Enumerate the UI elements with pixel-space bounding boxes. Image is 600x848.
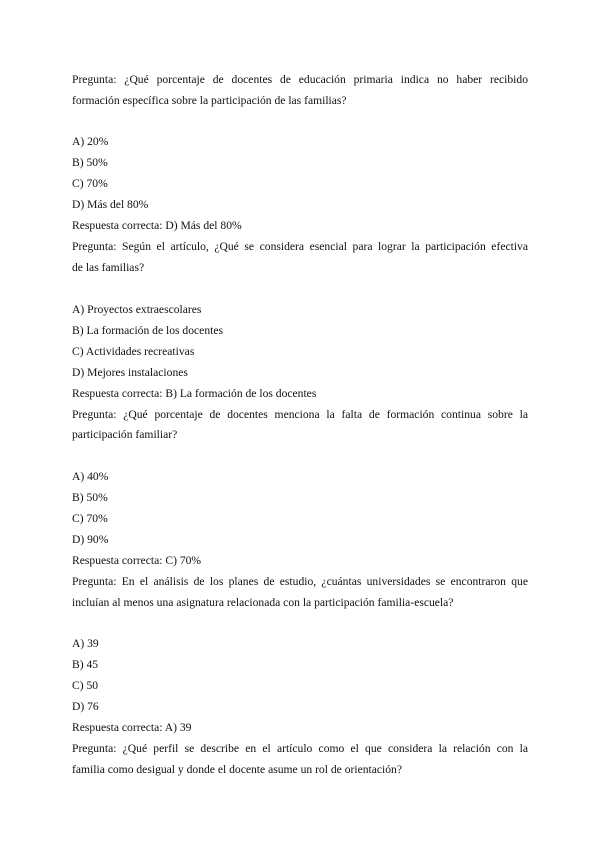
question-4-option-d: D) 76 bbox=[72, 700, 99, 713]
question-2-line-2: de las familias? bbox=[72, 261, 145, 274]
question-4-line-1: Pregunta: En el análisis de los planes de estudio, ¿cuántas universidades se encontraron que bbox=[72, 575, 528, 588]
question-3-answer: Respuesta correcta: C) 70% bbox=[72, 554, 202, 567]
question-5-line-2: familia como desigual y donde el docente asume un rol de orientación? bbox=[72, 763, 402, 776]
question-5-line-1: Pregunta: ¿Qué perfil se describe en el artículo como el que considera la relación con la bbox=[72, 742, 528, 755]
question-2-line-1: Pregunta: Según el artículo, ¿Qué se considera esencial para lograr la participación efectiva bbox=[72, 240, 528, 253]
question-4-option-a: A) 39 bbox=[72, 637, 99, 650]
question-1-line-1: Pregunta: ¿Qué porcentaje de docentes de educación primaria indica no haber recibido bbox=[72, 73, 528, 86]
question-2-option-c: C) Actividades recreativas bbox=[72, 345, 195, 358]
question-2-option-b: B) La formación de los docentes bbox=[72, 324, 223, 337]
question-1-option-c: C) 70% bbox=[72, 177, 108, 190]
question-1-answer: Respuesta correcta: D) Más del 80% bbox=[72, 219, 242, 232]
question-3-option-d: D) 90% bbox=[72, 533, 109, 546]
question-2-option-d: D) Mejores instalaciones bbox=[72, 366, 188, 379]
question-1-line-2: formación específica sobre la participación de las familias? bbox=[72, 94, 347, 107]
question-3-option-b: B) 50% bbox=[72, 491, 108, 504]
question-3-option-c: C) 70% bbox=[72, 512, 108, 525]
question-4-option-b: B) 45 bbox=[72, 658, 99, 671]
question-2-option-a: A) Proyectos extraescolares bbox=[72, 303, 202, 316]
question-4-line-2: incluían al menos una asignatura relacionada con la participación familia-escuela? bbox=[72, 596, 454, 609]
question-1-option-b: B) 50% bbox=[72, 156, 108, 169]
question-1-option-d: D) Más del 80% bbox=[72, 198, 149, 211]
question-4-answer: Respuesta correcta: A) 39 bbox=[72, 721, 192, 734]
question-2-answer: Respuesta correcta: B) La formación de los docentes bbox=[72, 387, 317, 400]
question-3-option-a: A) 40% bbox=[72, 470, 109, 483]
question-1-option-a: A) 20% bbox=[72, 135, 109, 148]
question-3-line-2: participación familiar? bbox=[72, 428, 178, 441]
question-4-option-c: C) 50 bbox=[72, 679, 99, 692]
question-3-line-1: Pregunta: ¿Qué porcentaje de docentes menciona la falta de formación continua sobre la bbox=[72, 408, 528, 421]
